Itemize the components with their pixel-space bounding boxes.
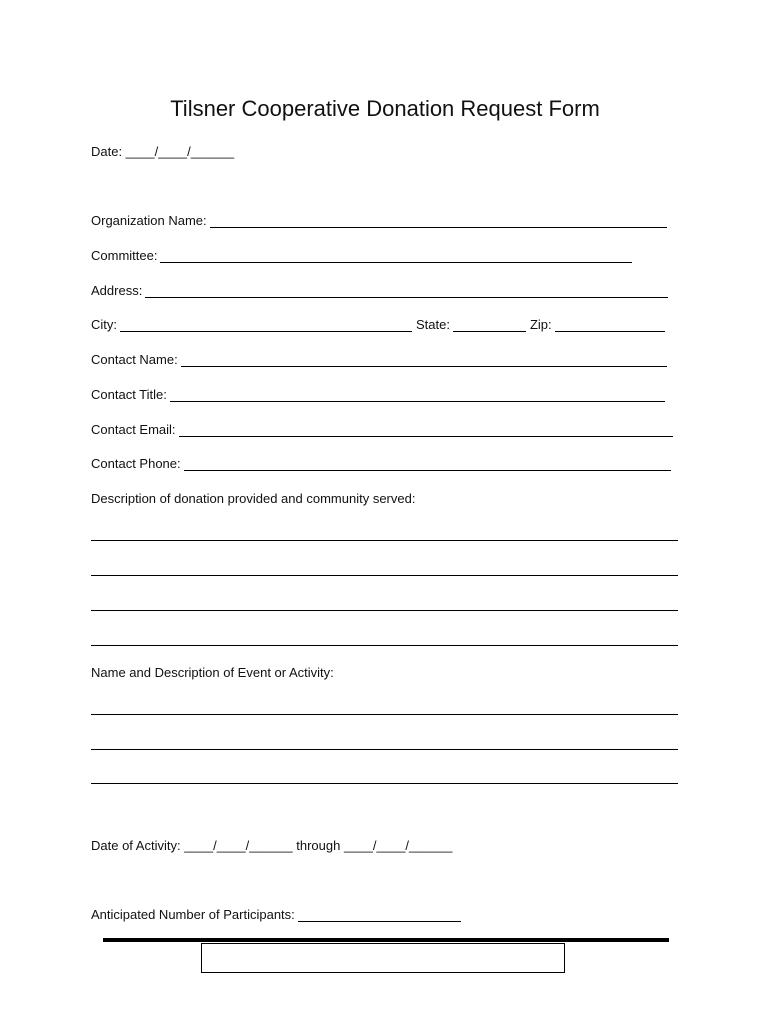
contact-title-row[interactable] <box>91 384 665 402</box>
divider-bar <box>103 938 669 942</box>
committee-row[interactable] <box>91 245 632 263</box>
description-line-1[interactable] <box>91 540 678 541</box>
date-label: Date: ____/____/______ <box>91 144 235 159</box>
form-title: Tilsner Cooperative Donation Request Form <box>170 96 600 121</box>
organization-name-field[interactable] <box>210 213 667 228</box>
event-line-2[interactable] <box>91 749 678 750</box>
contact-phone-row[interactable] <box>91 453 671 471</box>
participants-row[interactable] <box>91 904 461 922</box>
contact-email-label: Contact Email: <box>91 422 176 437</box>
contact-title-label: Contact Title: <box>91 387 167 402</box>
state-field[interactable] <box>453 317 526 332</box>
footer-box <box>201 943 565 973</box>
contact-title-field[interactable] <box>170 387 665 402</box>
committee-field[interactable] <box>160 248 632 263</box>
description-label: Description of donation provided and community served: <box>91 491 416 506</box>
event-line-3[interactable] <box>91 783 678 784</box>
city-label: City: <box>91 317 117 332</box>
date-of-activity-label: Date of Activity: ____/____/______ through ____/____/______ <box>91 838 453 853</box>
contact-email-field[interactable] <box>179 422 673 437</box>
zip-field[interactable] <box>555 317 665 332</box>
city-state-zip-row[interactable] <box>91 314 665 332</box>
address-row[interactable] <box>91 280 668 298</box>
date-row[interactable] <box>91 141 234 159</box>
description-label-row <box>91 488 415 506</box>
event-line-1[interactable] <box>91 714 678 715</box>
description-line-4[interactable] <box>91 645 678 646</box>
city-field[interactable] <box>120 317 412 332</box>
organization-name-label: Organization Name: <box>91 213 207 228</box>
event-label-row <box>91 662 334 680</box>
committee-label: Committee: <box>91 248 158 263</box>
event-label: Name and Description of Event or Activity: <box>91 665 334 680</box>
contact-email-row[interactable] <box>91 419 673 437</box>
address-label: Address: <box>91 283 143 298</box>
contact-phone-label: Contact Phone: <box>91 456 181 471</box>
zip-label: Zip: <box>529 317 552 332</box>
organization-name-row[interactable] <box>91 210 667 228</box>
description-line-3[interactable] <box>91 610 678 611</box>
address-field[interactable] <box>145 283 668 298</box>
participants-label: Anticipated Number of Participants: <box>91 907 295 922</box>
contact-phone-field[interactable] <box>184 456 671 471</box>
participants-field[interactable] <box>298 907 461 922</box>
description-line-2[interactable] <box>91 575 678 576</box>
state-label: State: <box>416 317 450 332</box>
contact-name-label: Contact Name: <box>91 352 178 367</box>
contact-name-row[interactable] <box>91 349 667 367</box>
contact-name-field[interactable] <box>181 352 667 367</box>
date-of-activity-row[interactable] <box>91 835 452 853</box>
